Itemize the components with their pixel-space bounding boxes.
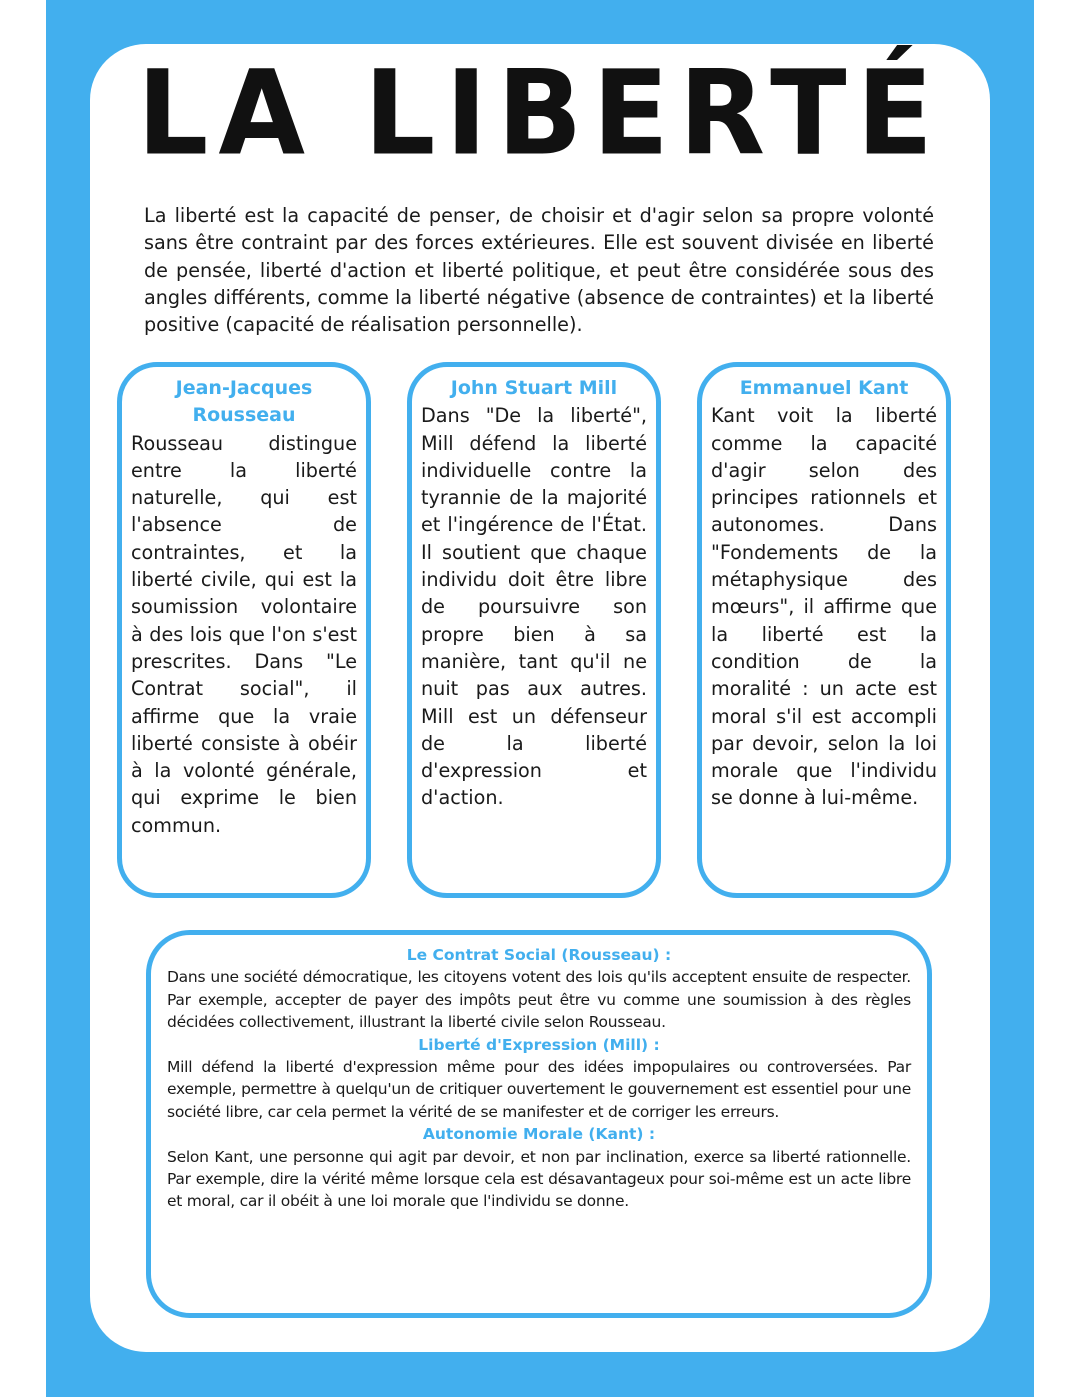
philosopher-name: Emmanuel Kant xyxy=(739,377,909,399)
example-text: Selon Kant, une personne qui agit par devoir, et non par inclination, exerce sa liberté rationnelle. Par exemple, dire la vérité même lorsque cela est désavantageux pour soi-même est un acte libre et moral, car il obéit à une loi morale que l'individu se donne. xyxy=(167,1147,911,1211)
example-autonomie-morale xyxy=(167,1123,911,1213)
examples-box xyxy=(146,930,932,1318)
example-contrat-social xyxy=(167,944,911,1034)
philosopher-name: Jean-Jacques Rousseau xyxy=(175,377,313,427)
philosopher-box-rousseau xyxy=(117,362,371,898)
philosopher-name: John Stuart Mill xyxy=(450,377,618,399)
example-heading: Autonomie Morale (Kant) : xyxy=(422,1125,656,1144)
example-text: Dans une société démocratique, les citoyens votent des lois qu'ils acceptent ensuite de respecter. Par exemple, accepter de payer des impôts peut être vu comme une soumission à des règles décidées collectivement, illustrant la liberté civile selon Rousseau. xyxy=(167,968,911,1032)
example-text: Mill défend la liberté d'expression même pour des idées impopulaires ou controversées. Par exemple, permettre à quelqu'un de critiquer ouvertement le gouvernement est essentiel pour une société libre, car cela permet la vérité de se manifester et de corriger les erreurs. xyxy=(167,1058,911,1121)
philosopher-text: Dans "De la liberté", Mill défend la liberté individuelle contre la tyrannie de la majorité et l'ingérence de l'État. Il soutient que chaque individu doit être libre de poursuivre son propre bien à sa manière, tant qu'il ne nuit pas aux autres. Mill est un défenseur de la liberté d'expression et d'action. xyxy=(421,404,647,810)
page-title: LA LIBERTÉ xyxy=(136,46,944,182)
example-heading: Liberté d'Expression (Mill) : xyxy=(418,1035,660,1054)
philosopher-text: Kant voit la liberté comme la capacité d'agir selon des principes rationnels et autonomes. Dans "Fondements de la métaphysique des mœurs", il affirme que la liberté est la condition de la moralité : un acte est moral s'il est accompli par devoir, selon la loi morale que l'individu se donne à lui-même. xyxy=(711,404,937,810)
philosopher-text: Rousseau distingue entre la liberté naturelle, qui est l'absence de contraintes, et la liberté civile, qui est la soumission volontaire à des lois que l'on s'est prescrites. Dans "Le Contrat social", il affirme que la vraie liberté consiste à obéir à la volonté générale, qui exprime le bien commun. xyxy=(131,431,357,837)
philosopher-box-kant xyxy=(697,362,951,898)
intro-paragraph: La liberté est la capacité de penser, de choisir et d'agir selon sa propre volonté sans être contraint par des forces extérieures. Elle est souvent divisée en liberté de pensée, liberté d'action et liberté politique, et peut être considérée sous des angles différents, comme la liberté négative (absence de contraintes) et la liberté positive (capacité de réalisation personnelle). xyxy=(144,204,934,337)
example-liberte-expression xyxy=(167,1034,911,1124)
philosopher-box-mill xyxy=(407,362,661,898)
example-heading: Le Contrat Social (Rousseau) : xyxy=(406,946,672,964)
